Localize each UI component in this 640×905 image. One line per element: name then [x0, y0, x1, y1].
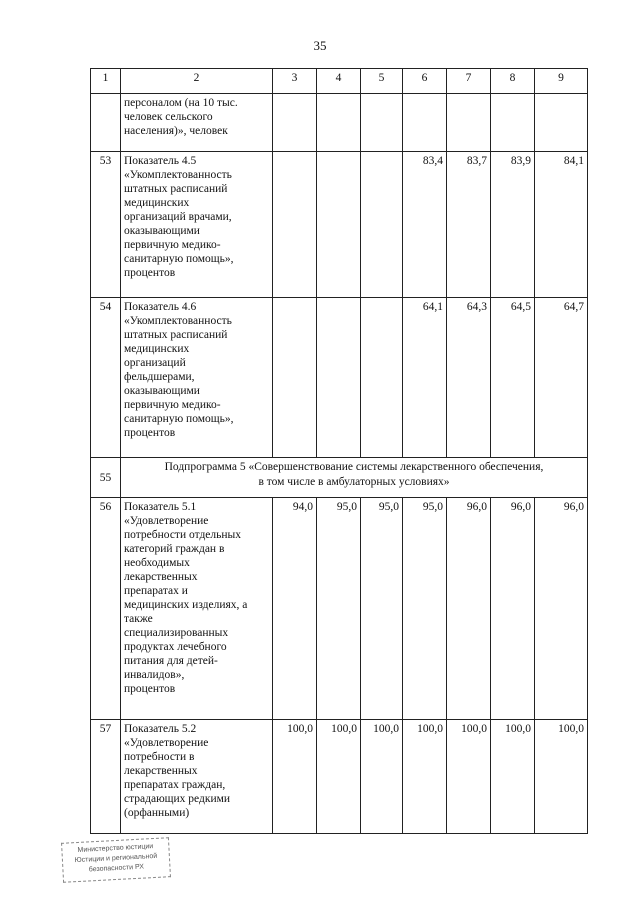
- value-cell: 100,0: [447, 720, 491, 834]
- row-number: 55: [91, 458, 121, 498]
- column-header: 5: [361, 69, 403, 94]
- indicators-table: [90, 68, 588, 834]
- value-cell: 100,0: [273, 720, 317, 834]
- value-cell: [317, 298, 361, 458]
- value-cell: 64,5: [491, 298, 535, 458]
- value-cell: 96,0: [447, 498, 491, 720]
- row-number: 56: [91, 498, 121, 720]
- value-cell: 96,0: [491, 498, 535, 720]
- column-header: 9: [535, 69, 588, 94]
- value-cell: [447, 94, 491, 152]
- value-cell: 95,0: [317, 498, 361, 720]
- value-cell: [491, 94, 535, 152]
- value-cell: 64,3: [447, 298, 491, 458]
- value-cell: 100,0: [361, 720, 403, 834]
- column-header: 4: [317, 69, 361, 94]
- indicator-text: Показатель 4.5 «Укомплектованность штатных расписаний медицинских организаций врачами, оказывающими первичную медико- санитарную помощь», процентов: [121, 152, 273, 298]
- indicator-text: Показатель 4.6 «Укомплектованность штатных расписаний медицинских организаций фельдшерами, оказывающими первичную медико- санитарную помощь», процентов: [121, 298, 273, 458]
- table-row: [91, 498, 588, 720]
- indicator-text: Показатель 5.2 «Удовлетворение потребности в лекарственных препаратах граждан, страдающих редкими (орфанными): [121, 720, 273, 834]
- value-cell: [403, 94, 447, 152]
- value-cell: 64,1: [403, 298, 447, 458]
- value-cell: [317, 152, 361, 298]
- value-cell: 100,0: [317, 720, 361, 834]
- value-cell: [273, 152, 317, 298]
- registration-stamp: Министерство юстиции Юстиции и региональной безопасности РХ: [61, 837, 171, 883]
- indicator-text: персоналом (на 10 тыс. человек сельского населения)», человек: [121, 94, 273, 152]
- value-cell: 83,4: [403, 152, 447, 298]
- table-row: [91, 298, 588, 458]
- row-number: 57: [91, 720, 121, 834]
- column-header: 1: [91, 69, 121, 94]
- value-cell: 94,0: [273, 498, 317, 720]
- column-header: 2: [121, 69, 273, 94]
- table-row: [91, 720, 588, 834]
- table-row: [91, 152, 588, 298]
- value-cell: 84,1: [535, 152, 588, 298]
- value-cell: [535, 94, 588, 152]
- column-header: 8: [491, 69, 535, 94]
- column-header: 7: [447, 69, 491, 94]
- page-number: 35: [313, 38, 327, 53]
- indicator-text: Показатель 5.1 «Удовлетворение потребности отдельных категорий граждан в необходимых лекарственных препаратах и медицинских изделиях, а также специализированных продуктах лечебного питания для детей- инвалидов», процентов: [121, 498, 273, 720]
- value-cell: [361, 94, 403, 152]
- value-cell: 100,0: [491, 720, 535, 834]
- value-cell: 100,0: [403, 720, 447, 834]
- row-number: 54: [91, 298, 121, 458]
- value-cell: [317, 94, 361, 152]
- table-header-row: [91, 69, 588, 94]
- value-cell: 83,9: [491, 152, 535, 298]
- value-cell: 96,0: [535, 498, 588, 720]
- subprogram-row: [91, 458, 588, 498]
- row-number: [91, 94, 121, 152]
- value-cell: 95,0: [403, 498, 447, 720]
- value-cell: 95,0: [361, 498, 403, 720]
- column-header: 6: [403, 69, 447, 94]
- value-cell: [273, 298, 317, 458]
- value-cell: [273, 94, 317, 152]
- value-cell: [361, 152, 403, 298]
- value-cell: 83,7: [447, 152, 491, 298]
- value-cell: 64,7: [535, 298, 588, 458]
- value-cell: [361, 298, 403, 458]
- subprogram-title: Подпрограмма 5 «Совершенствование системы лекарственного обеспечения, в том числе в амбулаторных условиях»: [121, 458, 588, 498]
- table-row: [91, 94, 588, 152]
- value-cell: 100,0: [535, 720, 588, 834]
- row-number: 53: [91, 152, 121, 298]
- column-header: 3: [273, 69, 317, 94]
